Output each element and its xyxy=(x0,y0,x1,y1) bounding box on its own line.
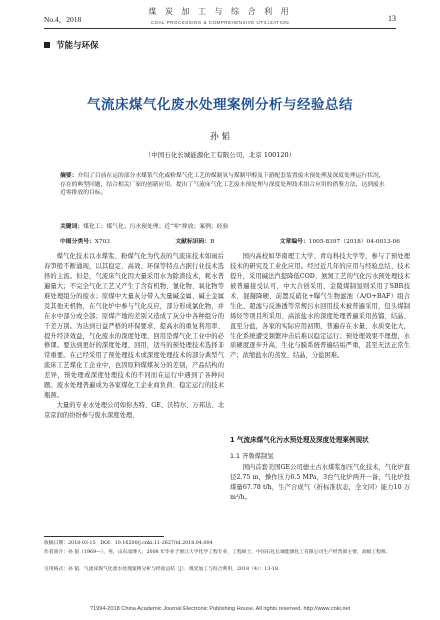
doc-code-value: B xyxy=(210,239,215,245)
body-paragraph: 大量的专业水处理公司如你杰特、GE、沃特尔、万邦达、北京京润的纷纷参与废水深度处理， xyxy=(44,402,224,419)
body-left-column xyxy=(44,252,224,421)
classification-row xyxy=(60,236,400,245)
footnote-received xyxy=(44,541,396,548)
abstract-label: 摘要： xyxy=(60,173,78,179)
author-bio-label: 作者简介： xyxy=(44,550,68,555)
author-affiliation: （中国石化长城能源化工有限公司，北京 100120） xyxy=(144,151,296,159)
clc-label: 中图分类号： xyxy=(60,239,95,245)
article-id-value: 1005-8397（2018）04-0013-06 xyxy=(308,239,400,245)
copyright-line: ?1994-2018 China Academic Journal Electronic Publishing House. All rights reserved. http://www.cnki.net xyxy=(89,606,351,612)
subsection-heading: 1.1 齐鲁煤制氢 xyxy=(230,453,274,460)
doc-code-label: 文献标识码： xyxy=(175,239,211,245)
received-date: 2018-03-15 xyxy=(68,541,96,546)
abstract xyxy=(60,172,390,198)
abstract-text: 介绍了目前在运的部分水煤浆气化或粉煤气化工艺的煤制氢与煤制甲醇及下游配套装置废水预处理及深度处理运行状况，存在的典型问题，结合相关厂家的创新应用，提出了气流床气化工艺废水预处理与深度处理技术组合应用的借鉴方法，达到废水近零排放的目标。 xyxy=(60,173,385,197)
keywords xyxy=(60,223,390,232)
header-rule xyxy=(44,28,396,29)
article-title: 气流床煤气化废水处理案例分析与经验总结 xyxy=(87,97,353,113)
journal-name-en: COAL PROCESSING & COMPREHENSIVE UTILIZATION xyxy=(150,20,290,25)
keywords-text: 煤化工；煤气化；污水预处理；近“零”排放；案例；经验 xyxy=(83,224,229,230)
body-paragraph: 国内高校如华南理工大学、青岛科技大学等，参与了预处理技术的研究及工业化应用。经过近几年的应用与经验总结、技术提升，采用碱法汽提降低COD、氨氮工艺的气化污水预处理技术被普遍接受认可，中大合创采用、金陵煤制氢则采用了SBR技术、混凝降硬、前置反硝化+曝气生物滤池（A/O+BAF）组合生化、超滤与反渗透等常规污水回用技术被普遍采用，包头煤制烯烃等项目所采用、高浓盐水的深度处理普遍采用蒸馏、结晶、直至分盐，各家的实际应用初期，普遍存在水量、水质变化大，生化系统遭受频繁冲击后难以稳定运行；预处理效果不理想，水质硬度逐步升高，生化与膜系统普遍结垢严重，甚至无法正常生产；浓缩盐水的蒸发、结晶，分盐困难。 xyxy=(230,253,410,360)
body-right-column xyxy=(230,252,410,361)
doi-value: 10.16200/j.cnki.11-2627/td.2018.04.004 xyxy=(114,541,213,546)
journal-name-cn: 煤 炭 加 工 与 综 合 利 用 xyxy=(148,7,292,16)
footnote-rule xyxy=(44,536,164,537)
citation-text: 孙 韬．气流床煤气化废水处理案例分析与经验总结［J］．煤炭加工与综合利用，2018（4）：13-18. xyxy=(68,567,280,572)
doi-label: DOI： xyxy=(100,541,115,546)
body-paragraph: 国内首套美国GE公司德士古水煤浆加压气化技术，气化炉直径2.75 m，操作压力6.5 MPa，3台气化炉两开一备，气化炉投煤量67.78 t/h，生产合成气（折标准状态，全文同）能力10 万 m³/h。 xyxy=(230,464,410,501)
column-label-text: 节能与环保 xyxy=(56,41,99,51)
column-label xyxy=(44,39,99,51)
article-id-label: 文章编号： xyxy=(279,239,309,245)
body-paragraph: 煤气化技术以水煤浆、粉煤气化为代表的气流床技术如雨后春笋般不断涌现，以其稳定、高效、环保等特点占据行业技术选择的主流。但是，气流床气化因大量采用水为除渣技术，耗水普遍量大；不完全气化工艺又产生了含有机物、氰化物、氧化物等难处理组分的废水；原煤中大量灰分带入大量碱金属、碱土金属及其他无机物，在气化炉中参与气化反应，部分形成氯化物，并在水中部分或全部；原煤产地的差别又造成了灰分中各种组分的千差万别。为达到日益严格的环保要求、提高水的重复利用率、提升经济效益，气化废水的深度处理、回用是煤气化工业中的必修课。要达到更好的深度处理、回用，适当的预处理技术选择非常重要。在已经采用了预处理技术或深度处理技术的部分典型气流床工艺煤化工企业中，也因原料煤煤灰分的差别，产品结构的差异，预处理或深度处理技术的不同而在运行中遇到了各种问题。废水处理普遍成为各家煤化工企业商负荷、稳定运行的技术瓶颈。 xyxy=(44,253,224,400)
received-label: 收稿日期： xyxy=(44,541,68,546)
page-number: 13 xyxy=(388,14,396,23)
footnote-author-bio xyxy=(44,550,396,557)
clc-number xyxy=(60,236,110,245)
square-bullet-icon xyxy=(44,42,50,48)
clc-value: X703 xyxy=(94,239,110,245)
keywords-label: 关键词： xyxy=(60,224,84,230)
citation-label: 引用格式： xyxy=(44,567,68,572)
footnote-citation xyxy=(44,567,396,574)
document-code xyxy=(175,236,214,245)
article-author: 孙 韬 xyxy=(210,132,230,142)
author-bio-text: 孙 韬（1969—），男，山东淄博人，2008 年毕业于浙江大学化学工程专业，工程硕士，中国石化长城能源化工有限公司生产经营部主要，高级工程师。 xyxy=(68,550,391,555)
issue-number: No.4，2018 xyxy=(44,15,82,24)
section-heading: 1 气流床煤气化污水预处理及深度处理案例现状 xyxy=(230,436,369,444)
body-right-column-lower xyxy=(230,463,410,503)
article-id xyxy=(280,236,400,245)
